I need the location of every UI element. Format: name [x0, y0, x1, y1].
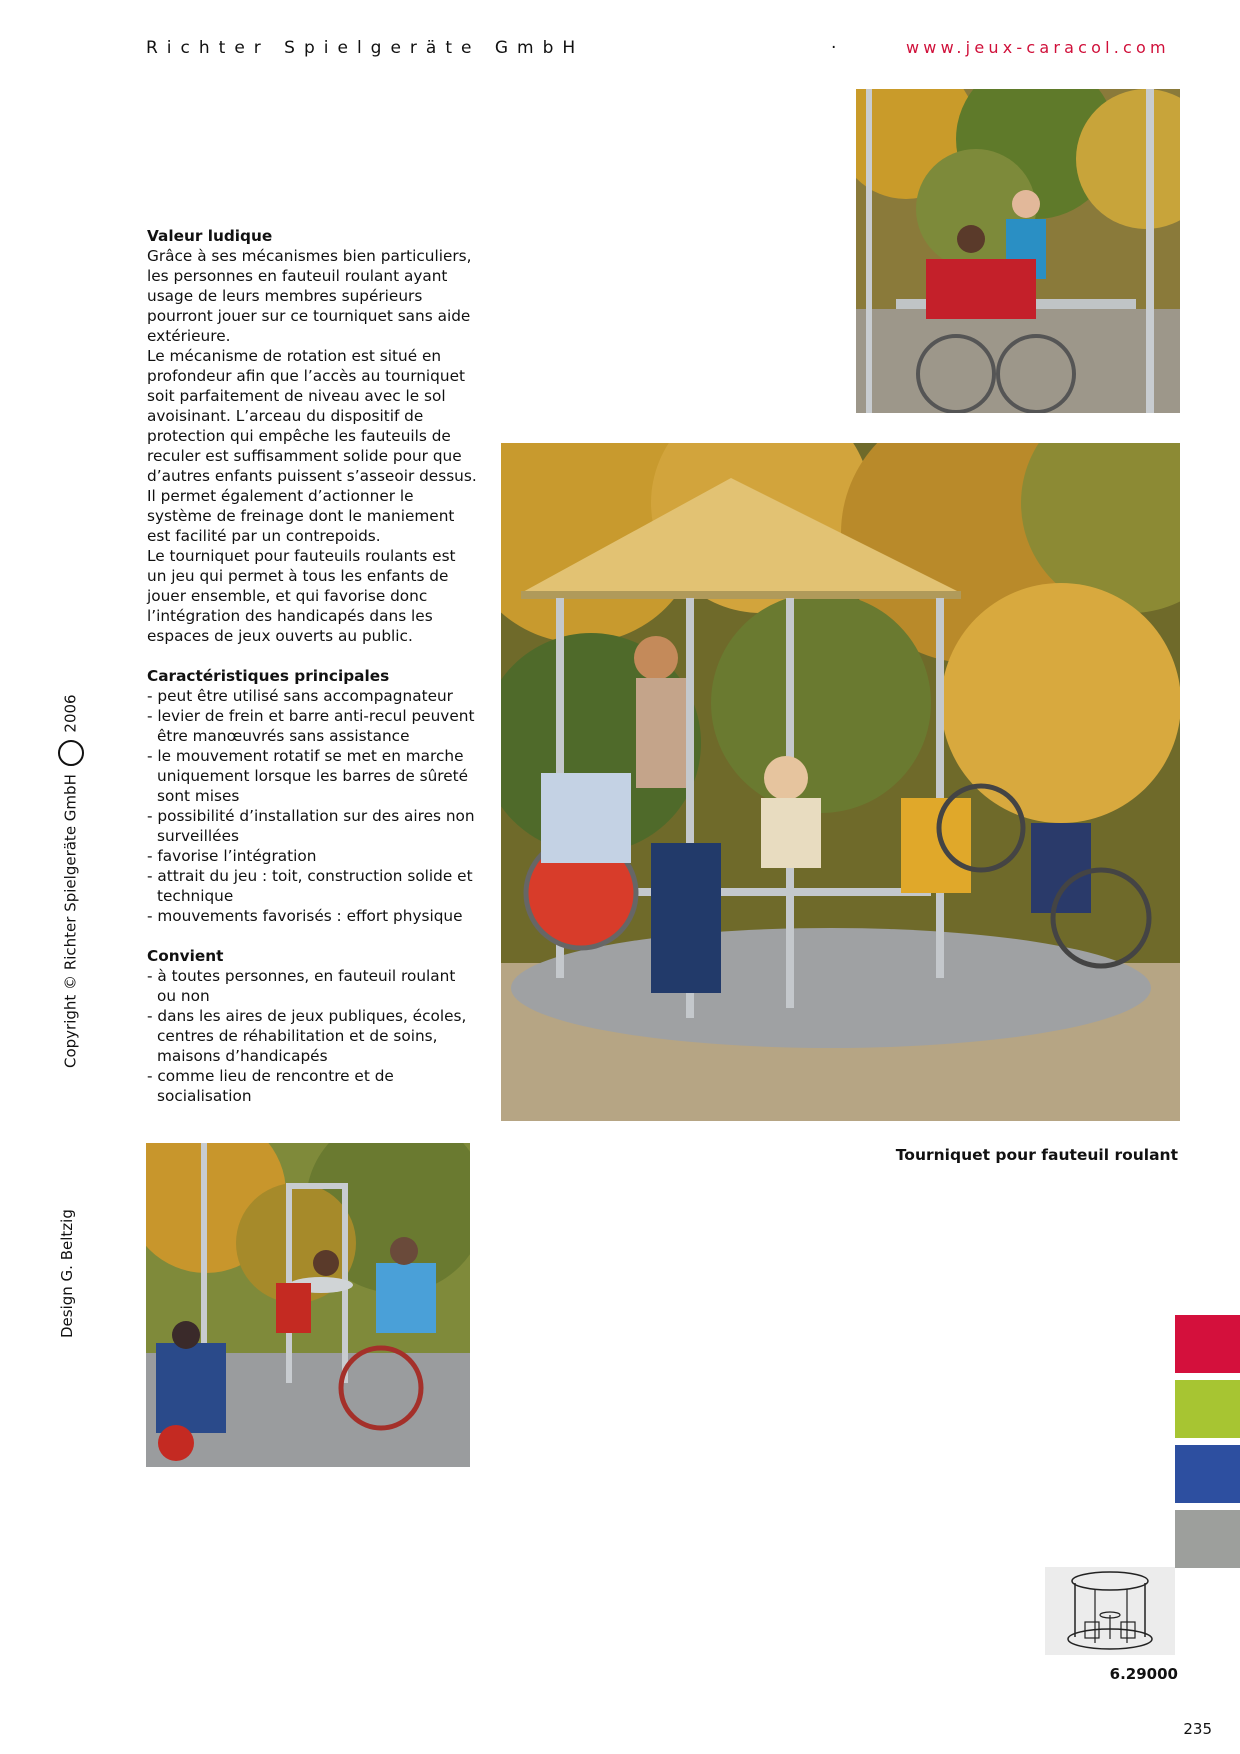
paragraph: Le mécanisme de rotation est situé en profondeur afin que l’accès au tourniquet soit parfaitement de niveau avec le sol avoisinant. L’arceau du dispositif de protection qui empêche les fauteuils de reculer est suffisamment solide pour que d’autres enfants puissent s’asseoir dessus. Il permet également d’actionner le système de freinage dont le maniement est facilité par un contrepoids. — [147, 347, 477, 545]
copyright-year: 2006 — [61, 694, 80, 733]
color-tab-grey[interactable] — [1175, 1510, 1240, 1568]
list-item: - levier de frein et barre anti-recul peuvent être manœuvrés sans assistance — [147, 707, 475, 745]
copyright-text: Copyright © Richter Spielgeräte GmbH — [61, 774, 80, 1068]
list-caracteristiques — [147, 686, 477, 926]
merry-go-round-icon — [1045, 1567, 1175, 1655]
page-number: 235 — [1183, 1720, 1212, 1738]
list-item: - possibilité d’installation sur des aires non surveillées — [147, 807, 475, 845]
photo-top-right — [856, 89, 1180, 413]
header-separator: · — [831, 38, 846, 58]
list-item: - comme lieu de rencontre et de socialisation — [147, 1067, 394, 1105]
product-thumbnail — [1045, 1567, 1175, 1655]
designer-credit: Design G. Beltzig — [58, 1209, 76, 1338]
list-item: - peut être utilisé sans accompagnateur — [147, 687, 453, 705]
list-item: - dans les aires de jeux publiques, écoles, centres de réhabilitation et de soins, maisons d’handicapés — [147, 1007, 467, 1065]
list-item: - mouvements favorisés : effort physique — [147, 907, 463, 925]
color-tab-blue[interactable] — [1175, 1445, 1240, 1503]
text-column — [147, 226, 477, 1106]
color-tab-green[interactable] — [1175, 1380, 1240, 1438]
product-number: 6.29000 — [1109, 1665, 1178, 1683]
list-item: - favorise l’intégration — [147, 847, 317, 865]
paragraph: Grâce à ses mécanismes bien particuliers, les personnes en fauteuil roulant ayant usage de leurs membres supérieurs pourront jouer sur ce tourniquet sans aide extérieure. — [147, 247, 472, 345]
list-item: - attrait du jeu : toit, construction solide et technique — [147, 867, 473, 905]
photo-bottom-left — [146, 1143, 470, 1467]
section-title-valeur: Valeur ludique — [147, 227, 273, 245]
header-company: Richter Spielgeräte GmbH — [146, 38, 585, 58]
list-item: - à toutes personnes, en fauteuil roulant ou non — [147, 967, 456, 1005]
paragraph: Le tourniquet pour fauteuils roulants est un jeu qui permet à tous les enfants de jouer ensemble, et qui favorise donc l’intégration des handicapés dans les espaces de jeux ouverts au public. — [147, 547, 456, 645]
copyright-logo-icon — [58, 740, 84, 766]
list-item: - le mouvement rotatif se met en marche uniquement lorsque les barres de sûreté sont mises — [147, 747, 469, 805]
photo-caption: Tourniquet pour fauteuil roulant — [895, 1146, 1178, 1164]
list-convient — [147, 966, 477, 1106]
copyright-notice — [58, 694, 84, 1068]
section-title-convient: Convient — [147, 947, 224, 965]
photo-main — [501, 443, 1180, 1121]
header-url[interactable]: www.jeux-caracol.com — [906, 38, 1170, 57]
color-tab-red[interactable] — [1175, 1315, 1240, 1373]
section-title-caracteristiques: Caractéristiques principales — [147, 667, 390, 685]
